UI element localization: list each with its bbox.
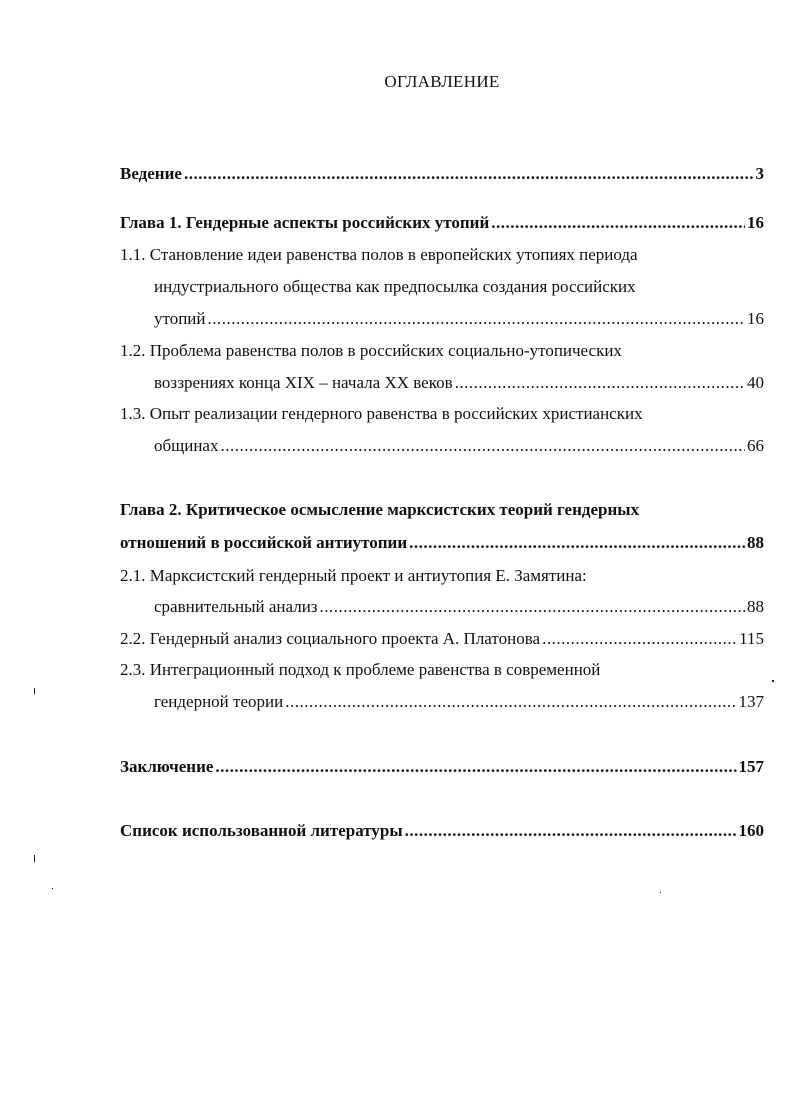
entry-title: 2.2. Гендерный анализ социального проекта А. Платонова bbox=[120, 629, 541, 648]
entry-title: воззрениях конца XIX – начала XX веков bbox=[154, 373, 453, 392]
entry-title: Список использованной литературы bbox=[120, 821, 403, 840]
scan-speck bbox=[660, 892, 661, 893]
toc-entry-chapter-1 bbox=[120, 211, 764, 235]
entry-title: утопий bbox=[154, 309, 206, 328]
dot-leader bbox=[220, 434, 745, 458]
page-number: 115 bbox=[739, 629, 764, 648]
entry-title: отношений в российской антиутопии bbox=[120, 533, 408, 552]
entry-title: Глава 1. Гендерные аспекты российских утопий bbox=[120, 213, 490, 232]
page-number: 157 bbox=[738, 757, 764, 776]
dot-leader bbox=[320, 595, 745, 619]
dot-leader bbox=[184, 162, 754, 186]
toc-entry-chapter-2 bbox=[120, 531, 764, 555]
toc-entry-introduction bbox=[120, 162, 764, 186]
scan-speck bbox=[772, 680, 774, 682]
chapter-2-title-line-1: Глава 2. Критическое осмысление марксистских теорий гендерных bbox=[120, 500, 640, 519]
section-1-2-line-1: 1.2. Проблема равенства полов в российских социально-утопических bbox=[120, 341, 622, 360]
dot-leader bbox=[409, 531, 745, 555]
dot-leader bbox=[455, 371, 745, 395]
toc-heading: ОГЛАВЛЕНИЕ bbox=[384, 72, 500, 91]
entry-title: общинах bbox=[154, 436, 219, 455]
page-number: 16 bbox=[747, 213, 764, 232]
dot-leader bbox=[215, 755, 736, 779]
entry-title: гендерной теории bbox=[154, 692, 284, 711]
toc-entry-section-1-1 bbox=[154, 307, 764, 331]
toc-entry-section-1-2 bbox=[154, 371, 764, 395]
page-number: 66 bbox=[747, 436, 764, 455]
toc-entry-bibliography bbox=[120, 819, 764, 843]
page-number: 160 bbox=[738, 821, 764, 840]
section-2-1-line-1: 2.1. Марксистский гендерный проект и антиутопия Е. Замятина: bbox=[120, 566, 587, 585]
dot-leader bbox=[491, 211, 745, 235]
scan-speck bbox=[52, 888, 53, 889]
entry-title: сравнительный анализ bbox=[154, 597, 318, 616]
toc-entry-section-2-2 bbox=[120, 627, 764, 651]
toc-entry-section-2-3 bbox=[154, 690, 764, 714]
scan-speck bbox=[34, 855, 35, 862]
toc-entry-conclusion bbox=[120, 755, 764, 779]
page-number: 88 bbox=[747, 533, 764, 552]
dot-leader bbox=[405, 819, 737, 843]
section-1-1-line-2: индустриального общества как предпосылка создания российских bbox=[154, 277, 636, 296]
section-1-1-line-1: 1.1. Становление идеи равенства полов в европейских утопиях периода bbox=[120, 245, 638, 264]
page-number: 88 bbox=[747, 597, 764, 616]
toc-entry-section-1-3 bbox=[154, 434, 764, 458]
section-2-3-line-1: 2.3. Интеграционный подход к проблеме равенства в современной bbox=[120, 660, 601, 679]
page-number: 3 bbox=[755, 164, 764, 183]
dot-leader bbox=[542, 627, 737, 651]
toc-entry-section-2-1 bbox=[154, 595, 764, 619]
page-number: 16 bbox=[747, 309, 764, 328]
dot-leader bbox=[208, 307, 746, 331]
entry-title: Ведение bbox=[120, 164, 182, 183]
entry-title: Заключение bbox=[120, 757, 214, 776]
scan-speck bbox=[34, 688, 35, 694]
section-1-3-line-1: 1.3. Опыт реализации гендерного равенства в российских христианских bbox=[120, 404, 643, 423]
dot-leader bbox=[285, 690, 736, 714]
page-number: 137 bbox=[738, 692, 764, 711]
page-number: 40 bbox=[747, 373, 764, 392]
